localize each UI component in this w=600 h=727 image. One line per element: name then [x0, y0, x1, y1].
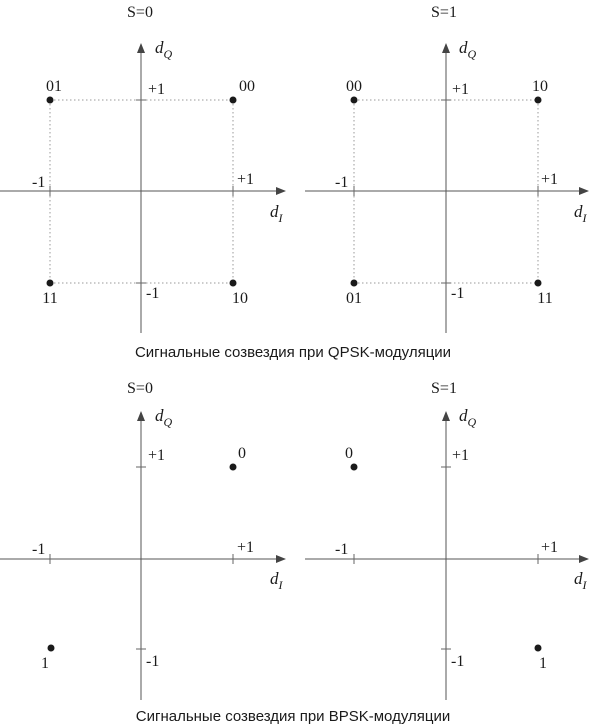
bpsk-s0-dq-label: $d_Q$ — [155, 406, 173, 429]
qpsk-caption: Сигнальные созвездия при QPSK-модуляции — [134, 344, 452, 361]
bpsk-s0-title: S=0 — [127, 380, 153, 397]
bpsk-s0-point-1 — [48, 645, 55, 652]
qpsk-s1-point-label-bl: 01 — [346, 290, 362, 307]
qpsk-s0-point-10 — [230, 280, 237, 287]
bpsk-s0-panel — [0, 380, 285, 700]
qpsk-s1-point-10 — [535, 97, 542, 104]
qpsk-s1-point-label-br: 11 — [537, 290, 553, 307]
qpsk-s1-point-11 — [535, 280, 542, 287]
qpsk-s1-point-01 — [351, 280, 358, 287]
qpsk-s0-point-label-bl: 11 — [42, 290, 58, 307]
bpsk-s0-label-q-plus: +1 — [148, 447, 166, 464]
bpsk-s1-point-0 — [351, 464, 358, 471]
bpsk-s0-label-i-minus: -1 — [32, 541, 46, 558]
bpsk-s1-label-i-minus: -1 — [335, 541, 349, 558]
qpsk-s1-label-q-plus: +1 — [452, 81, 470, 98]
qpsk-s0-di-label: $d_I$ — [270, 202, 283, 225]
qpsk-s0-label-i-plus: +1 — [237, 171, 255, 188]
qpsk-s0-dq-label: $d_Q$ — [155, 38, 173, 61]
bpsk-s0-label-i-plus: +1 — [237, 539, 255, 556]
qpsk-s1-point-label-tl: 00 — [346, 78, 362, 95]
qpsk-s0-panel — [0, 4, 285, 333]
qpsk-s1-label-i-plus: +1 — [541, 171, 559, 188]
bpsk-s0-di-label: $d_I$ — [270, 569, 283, 592]
qpsk-s0-label-q-plus: +1 — [148, 81, 166, 98]
bpsk-caption: Сигнальные созвездия при BPSK-модуляции — [135, 708, 451, 725]
qpsk-s1-label-q-minus: -1 — [451, 285, 465, 302]
bpsk-s1-point-label-1: 1 — [539, 655, 547, 672]
bpsk-s1-dq-label: $d_Q$ — [459, 406, 477, 429]
bpsk-s1-point-label-0: 0 — [345, 445, 353, 462]
bpsk-s1-point-1 — [535, 645, 542, 652]
qpsk-s0-label-q-minus: -1 — [146, 285, 160, 302]
qpsk-s1-label-i-minus: -1 — [335, 174, 349, 191]
qpsk-s1-point-00 — [351, 97, 358, 104]
qpsk-s0-point-label-tl: 01 — [46, 78, 62, 95]
bpsk-s1-label-i-plus: +1 — [541, 539, 559, 556]
qpsk-s0-title: S=0 — [127, 4, 153, 21]
qpsk-s0-point-11 — [47, 280, 54, 287]
bpsk-s0-point-label-0: 0 — [238, 445, 246, 462]
qpsk-s0-point-label-tr: 00 — [239, 78, 255, 95]
bpsk-s0-point-0 — [230, 464, 237, 471]
bpsk-s0-label-q-minus: -1 — [146, 653, 160, 670]
qpsk-s0-point-01 — [47, 97, 54, 104]
qpsk-s1-panel — [305, 4, 588, 333]
bpsk-s0-point-label-1: 1 — [41, 655, 49, 672]
bpsk-s1-panel — [305, 380, 588, 700]
qpsk-s1-title: S=1 — [431, 4, 457, 21]
qpsk-s0-point-00 — [230, 97, 237, 104]
bpsk-s1-label-q-plus: +1 — [452, 447, 470, 464]
qpsk-s0-point-label-br: 10 — [232, 290, 248, 307]
qpsk-s0-label-i-minus: -1 — [32, 174, 46, 191]
qpsk-s1-di-label: $d_I$ — [574, 202, 587, 225]
bpsk-s1-title: S=1 — [431, 380, 457, 397]
qpsk-s1-dq-label: $d_Q$ — [459, 38, 477, 61]
bpsk-s1-label-q-minus: -1 — [451, 653, 465, 670]
bpsk-s1-di-label: $d_I$ — [574, 569, 587, 592]
qpsk-s1-point-label-tr: 10 — [532, 78, 548, 95]
